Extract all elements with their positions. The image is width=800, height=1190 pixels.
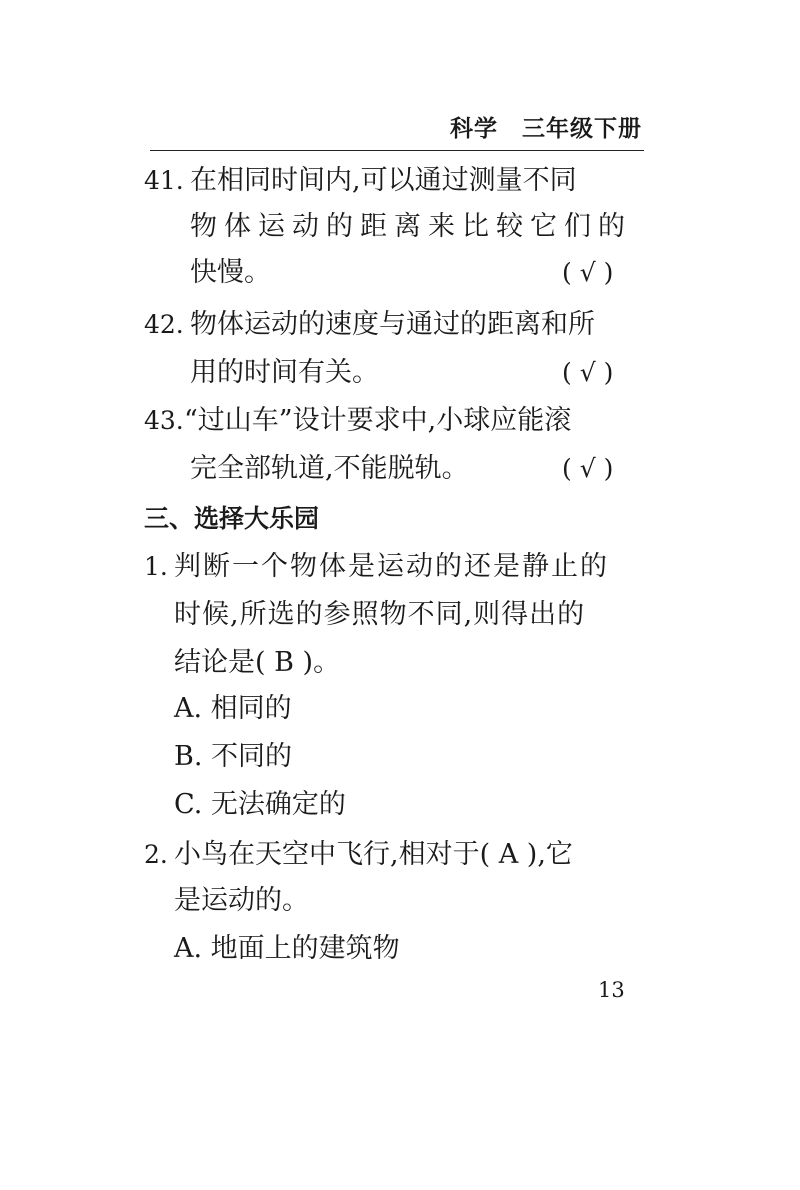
- item-43-line-2: 完全部轨道,不能脱轨。: [190, 453, 469, 484]
- question-2-line-1: 小鸟在天空中飞行,相对于( A ),它: [174, 839, 573, 870]
- item-42-line-1: 物体运动的速度与通过的距离和所: [190, 309, 595, 340]
- item-42-line-2: 用的时间有关。: [190, 357, 379, 388]
- item-41-line-1-text: 在相同时间内,可以通过测量不同: [190, 165, 577, 196]
- question-2-number: 2.: [144, 840, 168, 869]
- question-1-line-3: 结论是( B )。: [174, 647, 341, 678]
- item-43-line-1: “过山车”设计要求中,小球应能滚: [184, 405, 572, 436]
- item-41-line-2: 物体运动的距离来比较它们的: [190, 211, 632, 242]
- item-42-number: 42.: [144, 310, 184, 339]
- question-1-option-b: B. 不同的: [174, 741, 293, 772]
- question-1-number: 1.: [144, 552, 168, 581]
- item-41-answer: ( √ ): [562, 258, 614, 287]
- page-number: 13: [598, 978, 625, 1002]
- item-43-number: 43.: [144, 406, 184, 435]
- item-42-answer: ( √ ): [562, 358, 614, 387]
- question-1-line-2: 时候,所选的参照物不同,则得出的: [174, 599, 586, 630]
- question-2-option-a: A. 地面上的建筑物: [174, 933, 400, 964]
- item-41-line-3: 快慢。: [190, 257, 271, 288]
- item-43-answer: ( √ ): [562, 454, 614, 483]
- item-41-line-1: [190, 164, 644, 198]
- question-1-line-1: 判断一个物体是运动的还是静止的: [174, 551, 609, 582]
- question-1-option-a: A. 相同的: [174, 693, 292, 724]
- question-2-line-2: 是运动的。: [174, 885, 309, 916]
- header-title: 科学 三年级下册: [450, 116, 642, 142]
- item-41-number: 41.: [144, 166, 184, 195]
- header-rule: [150, 150, 644, 151]
- section-heading: 三、选择大乐园: [144, 504, 320, 533]
- page-header: [150, 114, 644, 150]
- question-1-option-c: C. 无法确定的: [174, 789, 346, 820]
